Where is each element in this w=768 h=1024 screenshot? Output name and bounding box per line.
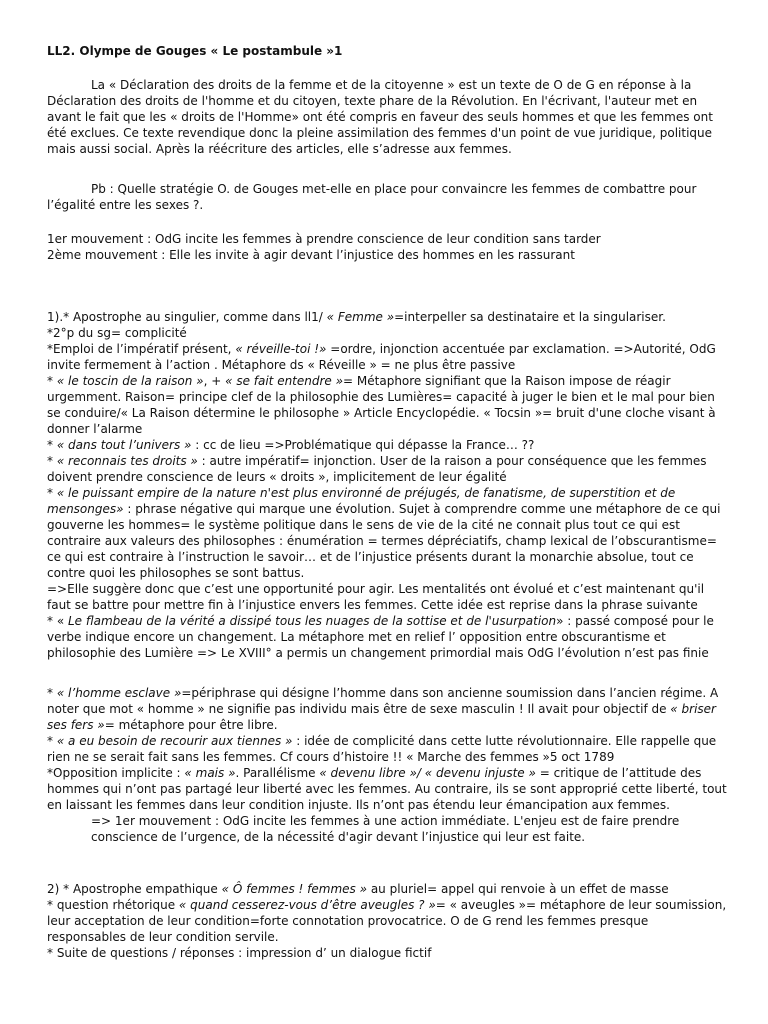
note-apostrophe: 1).* Apostrophe au singulier, comme dans ll1/ « Femme »=interpeller sa destinataire et la singulariser. <box>47 310 666 324</box>
note-complicite: *2°p du sg= complicité <box>47 326 187 340</box>
note-empire-nature: * « le puissant empire de la nature n'est plus environné de préjugés, de fanatisme, de superstition et de mensonges» : phrase négative qui marque une évolution. Sujet à comprendre comme une métaphore de ce qui gouverne les hommes= le système politique dans le sens de vie de la cité ne connait plus tout ce qui est contraire aux valeurs des philosophes : énumération = termes dépréciatifs, champ lexical de l’obscurantisme= ce qui est contraire à l’instruction le savoir… et de l’injustice présents durant la monarchie absolue, tout ce contre quoi les philosophes se sont battus. <box>47 486 721 580</box>
analysis-section-3 <box>47 881 727 961</box>
problem-statement: Pb : Quelle stratégie O. de Gouges met-elle en place pour convaincre les femmes de combattre pour l’égalité entre les sexes ?. <box>47 182 697 212</box>
analysis-section-2 <box>47 685 727 845</box>
note-droits: * « reconnais tes droits » : autre impératif= injonction. User de la raison a pour conséquence que les femmes doivent prendre conscience de leurs « droits », implicitement de leur égalité <box>47 454 707 484</box>
note-homme-esclave: * « l’homme esclave »=périphrase qui désigne l’homme dans son ancienne soumission dans l’ancien régime. A noter que mot « homme » ne signifie pas individu mais être de sexe masculin ! Il avait pour objectif de « briser ses fers »= métaphore pour être libre. <box>47 686 719 732</box>
note-flambeau: * « Le flambeau de la vérité a dissipé tous les nuages de la sottise et de l'usurpation» : passé composé pour le verbe indique encore un changement. La métaphore met en relief l’ opposition entre obscurantisme et philosophie des Lumière => Le XVIII° a permis un changement primordial mais OdG l’évolution n’est pas finie <box>47 614 714 660</box>
movements-outline <box>47 231 727 263</box>
note-univers: * « dans tout l’univers » : cc de lieu =>Problématique qui dépasse la France… ?? <box>47 438 535 452</box>
note-recourir: * « a eu besoin de recourir aux tiennes » : idée de complicité dans cette lutte révolutionnaire. Elle rappelle que rien ne se serait fait sans les femmes. Cf cours d’histoire !! « Marche des femmes »5 oct 1789 <box>47 734 717 764</box>
note-opposition: *Opposition implicite : « mais ». Parallélisme « devenu libre »/ « devenu injuste » = critique de l’attitude des hommes qui n’ont pas partagé leur liberté avec les femmes. Au contraire, ils se sont approprié cette liberté, tout en laissant les femmes dans leur condition injuste. Ils n’ont pas étendu leur émancipation aux femmes. <box>47 766 727 812</box>
note-question-rhetorique: * question rhétorique « quand cesserez-vous d’être aveugles ? »= « aveugles »= métaphore de leur soumission, leur acceptation de leur condition=forte connotation provocatrice. O de G rend les femmes presque responsables de leur condition servile. <box>47 898 727 944</box>
movement-2: 2ème mouvement : Elle les invite à agir devant l’injustice des hommes en les rassurant <box>47 248 575 262</box>
note-apostrophe-empathique: 2) * Apostrophe empathique « Ô femmes ! femmes » au pluriel= appel qui renvoie à un effet de masse <box>47 882 669 896</box>
movement-1: 1er mouvement : OdG incite les femmes à prendre conscience de leur condition sans tarder <box>47 232 601 246</box>
document-title: LL2. Olympe de Gouges « Le postambule »1 <box>47 44 343 58</box>
note-tocsin: * « le toscin de la raison », + « se fait entendre »= Métaphore signifiant que la Raison impose de réagir urgemment. Raison= principe clef de la philosophie des Lumières= capacité à juger le bien et le mal pour bien se conduire/« La Raison détermine le philosophe » Article Encyclopédie. « Tocsin »= bruit d'une cloche visant à donner l’alarme <box>47 374 716 436</box>
intro-paragraph: La « Déclaration des droits de la femme et de la citoyenne » est un texte de O de G en réponse à la Déclaration des droits de l'homme et du citoyen, texte phare de la Révolution. En l'écrivant, l'auteur met en avant le fait que les « droits de l'Homme» ont été compris en faveur des seuls hommes et que les femmes ont été exclues. Ce texte revendique donc la pleine assimilation des femmes d'un point de vue juridique, politique mais aussi social. Après la réécriture des articles, elle s’adresse aux femmes. <box>47 78 713 156</box>
analysis-section-1 <box>47 309 727 661</box>
note-imperatif: *Emploi de l’impératif présent, « réveille-toi !» =ordre, injonction accentuée par exclamation. =>Autorité, OdG invite fermement à l’action . Métaphore ds « Réveille » = ne plus être passive <box>47 342 716 372</box>
note-conclusion-mouvement-1: => 1er mouvement : OdG incite les femmes à une action immédiate. L'enjeu est de faire prendre conscience de l’urgence, de la nécessité d'agir devant l’injustice qui leur est faite. <box>91 814 680 844</box>
note-opportunite: =>Elle suggère donc que c’est une opportunité pour agir. Les mentalités ont évolué et c’est maintenant qu'il faut se battre pour mettre fin à l’injustice envers les femmes. Cette idée est reprise dans la phrase suivante <box>47 582 705 612</box>
note-dialogue-fictif: * Suite de questions / réponses : impression d’ un dialogue fictif <box>47 946 432 960</box>
